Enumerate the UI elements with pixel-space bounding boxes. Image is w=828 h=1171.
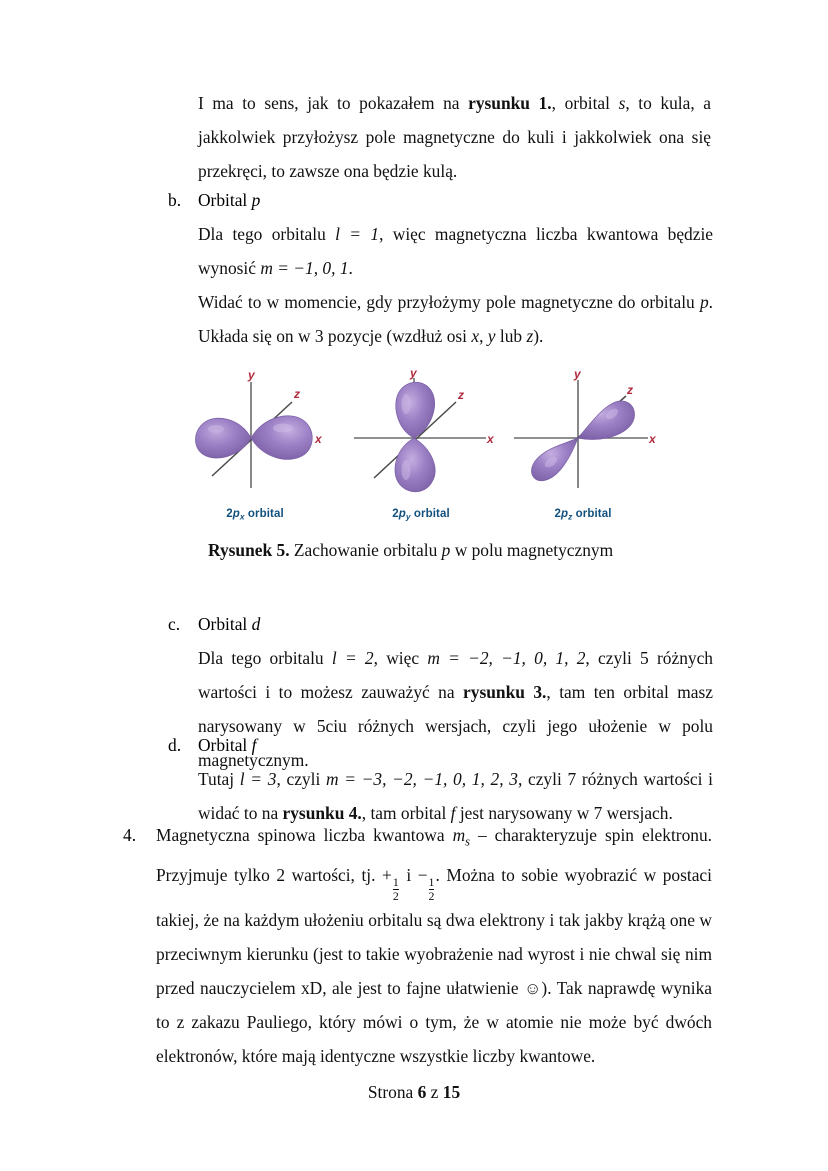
p4-math-m: m [452, 825, 466, 845]
c-body-b: , więc [373, 648, 428, 668]
p4-seg1: Magnetyczna spinowa liczba kwantowa [156, 825, 453, 845]
list-marker-4: 4. [123, 825, 137, 845]
b-line1-math-l: l = 1 [335, 224, 380, 244]
frac2-numerator: 1 [428, 875, 435, 890]
b-line2-b: . Układa się on w 3 pozycje (wzdłuż osi [198, 292, 713, 346]
lobe-positive-z [578, 401, 635, 440]
list-item-4 [123, 818, 712, 1073]
orbital-diagram-2py [346, 366, 496, 521]
d-math-l: l = 3 [239, 769, 277, 789]
frac1-numerator: 1 [392, 875, 399, 890]
b-line2-math-z: z [526, 326, 534, 346]
figure-caption-label: Rysunek 5. [208, 540, 290, 560]
b-line1-c: . [348, 258, 353, 278]
orbital-2pz-caption [508, 508, 658, 521]
list-marker-d: d. [168, 735, 182, 755]
lobe-negative-y [395, 438, 435, 492]
item-b-paragraph-2 [198, 285, 713, 353]
frac1-denominator: 2 [392, 888, 399, 903]
caption-sub-2px: x [239, 511, 245, 521]
intro-math-s: s [618, 93, 626, 113]
item-4-paragraph [156, 818, 712, 1073]
fraction-one-half-positive [393, 876, 399, 902]
orbital-2py-caption [346, 508, 496, 521]
list-marker-b: b. [168, 190, 182, 210]
c-bold-rysunek-3: rysunku 3. [463, 682, 547, 702]
heading-text-d: Orbital [198, 735, 252, 755]
caption-prefix-2py: 2 [392, 507, 399, 520]
p4-seg4: . Można to sobie wyobrazić w postaci takiej, że na każdym ułożeniu orbitalu są dwa elektrony i tak jakby krążą one w przeciwnym kierunku (jest to takie wyobrażenie nad wyrost i nie chwal się nim przed nauczycielem xD, ale jest to fajne ułatwienie [156, 865, 712, 998]
list-item-b [168, 183, 713, 353]
lobe-positive-y [396, 382, 435, 438]
list-item-d-heading [198, 728, 713, 762]
list-item-d-body [198, 728, 713, 830]
intro-text-1: I ma to sens, jak to pokazałem na [198, 93, 469, 113]
axis-label-x: x [487, 432, 494, 446]
orbital-2py-svg [346, 366, 496, 496]
item-b-paragraph-1 [198, 217, 713, 285]
list-item-b-heading-row [168, 183, 713, 353]
heading-math-d: d [251, 614, 261, 634]
p4-sign-minus: − [417, 865, 428, 886]
d-body-b: , czyli [276, 769, 326, 789]
b-line2-a: Widać to w momencie, gdy przyłożymy pole magnetyczne do orbitalu [198, 292, 700, 312]
lobe-positive-x [251, 416, 312, 460]
caption-prefix-2pz: 2 [554, 507, 561, 520]
b-line2-math-x: x [471, 326, 480, 346]
lobe-highlight-left [208, 425, 224, 433]
figure-caption-text-a: Zachowanie orbitalu [289, 540, 442, 560]
d-body-d: , tam orbital [361, 803, 451, 823]
caption-suffix-2px: orbital [244, 507, 284, 520]
fraction-one-half-negative [429, 876, 435, 902]
intro-bold-rysunek-1: rysunku 1. [468, 93, 552, 113]
axis-label-z: z [458, 388, 464, 402]
caption-sub-2pz: z [568, 511, 573, 521]
list-item-b-heading [198, 183, 713, 217]
d-math-m: m = −3, −2, −1, 0, 1, 2, 3 [325, 769, 518, 789]
orbital-2px-caption [180, 508, 330, 521]
c-math-m: m = −2, −1, 0, 1, 2 [427, 648, 586, 668]
d-body-c: , czyli 7 różnych wartości i widać to na [198, 769, 713, 823]
list-item-c-heading [198, 607, 713, 641]
caption-p-2pz: p [560, 507, 569, 520]
frac2-denominator: 2 [428, 888, 435, 903]
lobe-negative-x [195, 418, 251, 458]
orbital-diagram-2pz [508, 366, 658, 521]
b-line2-math-p: p [699, 292, 709, 312]
lobe-highlight-bottom [402, 460, 411, 480]
p4-seg3: i [399, 865, 418, 886]
d-math-f: f [450, 803, 456, 823]
page-footer [0, 1082, 828, 1103]
lobe-highlight-right [273, 424, 293, 433]
axis-label-z: z [627, 383, 633, 397]
axis-label-x: x [649, 432, 656, 446]
orbital-2px-svg [180, 366, 330, 496]
orbital-diagram-2px [180, 366, 330, 521]
c-math-l: l = 2 [331, 648, 374, 668]
b-line2-c: , [479, 326, 488, 346]
figure-caption-text-b: w polu magnetycznym [450, 540, 614, 560]
figure-p-orbitals [168, 366, 680, 521]
heading-text-c: Orbital [198, 614, 252, 634]
figure-caption [208, 536, 678, 564]
p4-seg2: – charakteryzuje spin elektronu. Przyjmuje tylko 2 wartości, tj. [156, 825, 713, 886]
heading-math-p: p [251, 190, 261, 210]
b-line1-b: , więc magnetyczna liczba kwantowa będzie wynosić [198, 224, 714, 278]
p4-math-m-sub: s [465, 834, 471, 849]
c-body-c: , czyli 5 różnych wartości i to możesz zauważyć na [198, 648, 714, 702]
heading-text-b: Orbital [198, 190, 252, 210]
list-item-4-row [123, 818, 712, 1073]
orbital-2pz-svg [508, 366, 658, 496]
b-line2-math-y: y [487, 326, 496, 346]
axis-label-z: z [294, 387, 300, 401]
list-item-d-heading-row [168, 728, 713, 830]
axis-label-y: y [248, 368, 255, 382]
p4-seg5: ). Tak naprawdę wynika to z zakazu Pauliego, który mówi o tym, że w atomie nie może być dwóch elektronów, które mają identyczne wszystkie liczby kwantowe. [156, 977, 712, 1066]
caption-sub-2py: y [405, 511, 411, 521]
list-marker-c: c. [168, 614, 181, 634]
footer-total-pages: 15 [442, 1082, 461, 1102]
caption-suffix-2pz: orbital [572, 507, 612, 520]
footer-current-page: 6 [417, 1082, 427, 1102]
caption-prefix-2px: 2 [226, 507, 233, 520]
b-line2-e: ). [533, 326, 544, 346]
caption-p-2py: p [398, 507, 406, 520]
axis-label-y: y [574, 367, 581, 381]
list-item-d [168, 728, 713, 830]
b-line1-math-m: m = −1, 0, 1 [260, 258, 349, 278]
footer-prefix: Strona [367, 1082, 418, 1102]
figure-caption-math-p: p [441, 540, 451, 560]
intro-paragraph [198, 86, 711, 188]
heading-math-f: f [251, 735, 257, 755]
intro-text-2: , orbital [551, 93, 619, 113]
axis-label-x: x [315, 432, 322, 446]
c-body-d: , tam ten orbital masz narysowany w 5ciu różnych wersjach, czyli jego ułożenie w polu magnetycznym. [198, 682, 713, 770]
c-body-a: Dla tego orbitalu [198, 648, 332, 668]
d-body-e: jest narysowany w 7 wersjach. [455, 803, 673, 823]
lobe-highlight-top [402, 394, 411, 414]
caption-suffix-2py: orbital [410, 507, 450, 520]
b-line2-d: lub [495, 326, 527, 346]
d-body-a: Tutaj [198, 769, 240, 789]
intro-text-3: , to kula, a jakkolwiek przyłożysz pole magnetyczne do kuli i jakkolwiek ona się przekręci, to zawsze ona będzie kulą. [198, 93, 711, 181]
smiley-icon: ☺ [524, 978, 542, 998]
axis-label-y: y [410, 366, 417, 380]
list-item-4-body [156, 818, 712, 1073]
p4-sign-plus: + [382, 865, 392, 886]
caption-p-2px: p [232, 507, 240, 520]
b-line1-a: Dla tego orbitalu [198, 224, 336, 244]
list-item-b-body [198, 183, 713, 353]
footer-middle: z [426, 1082, 443, 1102]
d-bold-rysunek-4: rysunku 4. [282, 803, 362, 823]
